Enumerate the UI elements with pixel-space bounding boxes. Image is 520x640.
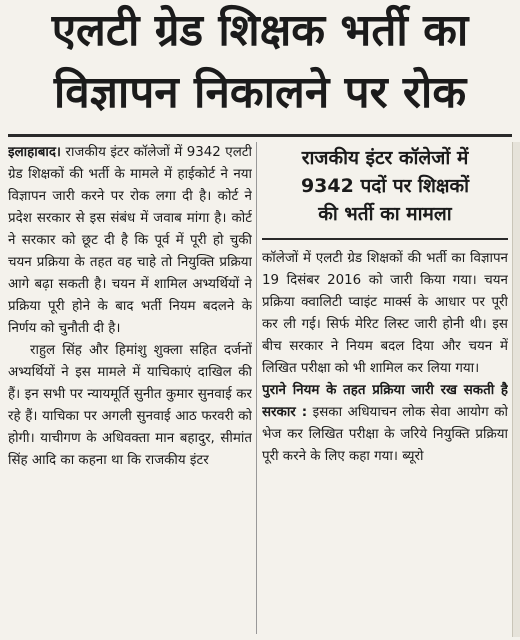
headline-line-1: एलटी ग्रेड शिक्षक भर्ती का <box>51 5 469 56</box>
sub-headline-line-1: राजकीय इंटर कॉलेजों में <box>301 147 469 169</box>
headline-rule <box>8 134 512 137</box>
right-paragraph-2 <box>262 380 508 468</box>
adjacent-column-edge <box>512 142 520 637</box>
sub-headline-line-2: 9342 पदों पर शिक्षकों <box>300 175 470 197</box>
left-paragraph-1-text: राजकीय इंटर कॉलेजों में 9342 एलटी ग्रेड शिक्षकों की भर्ती के मामले में हाईकोर्ट ने नया विज्ञापन जारी करने पर रोक लगा दी है। कोर्ट ने प्रदेश सरकार से इस संबंध में जवाब मांगा है। कोर्ट ने सरकार को छूट दी है कि पूर्व में पूरी हो चुकी चयन प्रक्रिया के तहत वह चाहे तो नियुक्ति प्रक्रिया आगे बढ़ा सकती है। चयन में शामिल अभ्यर्थियों ने प्रक्रिया पूरी होने के बाद भर्ती नियम बदलने के निर्णय को चुनौती दी है। <box>8 145 252 336</box>
right-paragraph-2-text: इसका अधियाचन लोक सेवा आयोग को भेज कर लिखित परीक्षा के जरिये नियुक्ति प्रक्रिया पूरी करने के लिए कहा गया। ब्यूरो <box>262 405 508 464</box>
headline <box>0 0 520 132</box>
right-column <box>262 142 508 637</box>
dateline: इलाहाबाद। <box>8 145 61 160</box>
column-divider <box>256 142 257 634</box>
left-paragraph-1 <box>8 142 252 340</box>
left-paragraph-2: राहुल सिंह और हिमांशु शुक्ला सहित दर्जनों अभ्यर्थियों ने इस मामले में याचिकाएं दाखिल की हैं। इन सभी पर न्यायमूर्ति सुनीत कुमार सुनवाई कर रहे हैं। याचिका पर अगली सुनवाई आठ फरवरी को होगी। याचीगण के अधिवक्ता मान बहादुर, सीमांत सिंह आदि का कहना था कि राजकीय इंटर <box>8 343 252 468</box>
headline-line-2: विज्ञापन निकालने पर रोक <box>53 67 467 118</box>
left-column <box>8 142 252 637</box>
inner-headline: पुराने नियम के तहत प्रक्रिया जारी रख सकती है सरकार : <box>262 383 508 420</box>
right-paragraph-1: कॉलेजों में एलटी ग्रेड शिक्षकों की भर्ती का विज्ञापन 19 दिसंबर 2016 को जारी किया गया। चयन प्रक्रिया क्वालिटी प्वाइंट मार्क्स के आधार पर पूरी कर ली गई। सिर्फ मेरिट लिस्ट जारी होनी थी। इस बीच सरकार ने नियम बदल दिया और चयन में लिखित परीक्षा को भी शामिल कर लिया गया। <box>262 251 508 376</box>
sub-headline-line-3: की भर्ती का मामला <box>318 203 452 225</box>
sub-headline <box>262 142 508 240</box>
